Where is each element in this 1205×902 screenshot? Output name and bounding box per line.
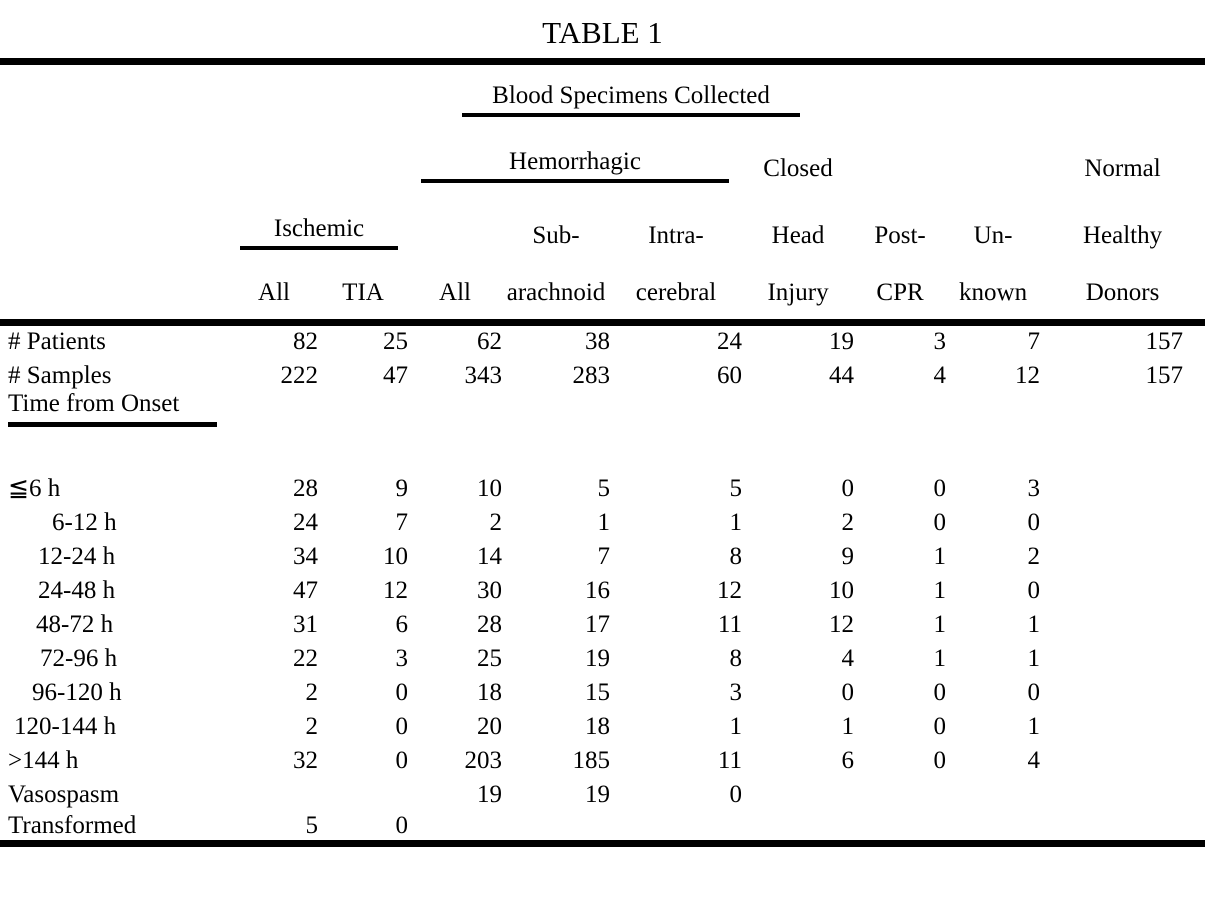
header-spacer: [408, 183, 502, 250]
row-label-text: ≦6 h: [8, 475, 61, 502]
row-label: [0, 639, 230, 673]
value-cell: [610, 390, 742, 427]
value-cell: 17: [585, 611, 610, 638]
value-cell: 1: [729, 509, 742, 536]
value-cell: 0: [1027, 509, 1041, 536]
value-cell: 30: [477, 577, 502, 604]
row-label: [0, 537, 230, 571]
table-body: [0, 322, 1205, 843]
value-cell: 9: [841, 543, 855, 570]
value-cell: 5: [305, 811, 318, 839]
table-row: [0, 605, 1205, 639]
group-header-subarachnoid-line1: Sub-: [532, 222, 580, 249]
value-cell: 1: [1027, 713, 1041, 740]
row-label-text: 12-24 h: [38, 543, 116, 570]
value-cell: 3: [395, 645, 408, 672]
value-cell: 22: [293, 645, 318, 672]
value-cell: [742, 775, 854, 809]
column-header-tia: TIA: [342, 278, 384, 306]
row-label: [0, 741, 230, 775]
group-header-healthy: Healthy: [1082, 222, 1163, 249]
value-cell: 18: [585, 713, 610, 740]
table-row: [0, 571, 1205, 605]
value-cell: [230, 775, 318, 809]
value-cell: 19: [585, 781, 610, 808]
value-cell: [854, 809, 946, 843]
group-header-head: Head: [771, 222, 825, 249]
row-label: [0, 605, 230, 639]
value-cell: 3: [729, 679, 742, 706]
value-cell: 1: [1027, 645, 1041, 672]
value-cell: 1: [933, 577, 947, 604]
row-label-text: Vasospasm: [8, 781, 120, 808]
header-spacer: [0, 65, 408, 117]
row-label-text: 48-72 h: [36, 611, 114, 638]
value-cell: 5: [597, 475, 610, 502]
table-row: [0, 390, 1205, 427]
value-cell: 12: [829, 611, 855, 638]
value-cell: 47: [383, 362, 408, 389]
row-label: [0, 356, 230, 390]
value-cell: [1040, 427, 1205, 503]
value-cell: 34: [293, 543, 318, 570]
header-spacer: [0, 183, 230, 250]
value-cell: [742, 390, 854, 427]
value-cell: 283: [572, 362, 610, 389]
column-header-donors: Donors: [1085, 278, 1160, 306]
value-cell: 10: [477, 475, 502, 502]
value-cell: 82: [293, 328, 318, 355]
table-row: [0, 503, 1205, 537]
value-cell: 18: [477, 679, 502, 706]
value-cell: [1040, 639, 1205, 673]
value-cell: 0: [1027, 679, 1041, 706]
value-cell: 31: [293, 611, 318, 638]
value-cell: 0: [933, 747, 947, 774]
value-cell: 3: [933, 328, 947, 355]
value-cell: [1040, 707, 1205, 741]
row-label-text: 24-48 h: [38, 577, 116, 604]
group-header-normal: Normal: [1084, 155, 1161, 182]
value-cell: 0: [933, 679, 947, 706]
value-cell: [610, 809, 742, 843]
table-row: [0, 741, 1205, 775]
row-label-text: 6-12 h: [52, 509, 117, 536]
header-spacer: [0, 117, 408, 183]
value-cell: 1: [729, 713, 742, 740]
value-cell: 0: [933, 509, 947, 536]
row-label-text: 72-96 h: [40, 645, 118, 672]
value-cell: 9: [395, 475, 408, 502]
column-header-intracerebral: cerebral: [635, 278, 717, 306]
value-cell: 2: [305, 679, 318, 706]
column-header-post-cpr: CPR: [876, 278, 924, 306]
group-header-post: Post-: [874, 222, 926, 249]
value-cell: 0: [1027, 577, 1041, 604]
row-label: [0, 809, 230, 843]
group-header-blood-specimens: Blood Specimens Collected: [462, 82, 800, 117]
value-cell: [1040, 741, 1205, 775]
value-cell: 19: [585, 645, 610, 672]
value-cell: [854, 390, 946, 427]
value-cell: [1040, 390, 1205, 427]
header-spacer: [0, 250, 230, 322]
group-header-hemorrhagic: Hemorrhagic: [421, 148, 729, 183]
value-cell: 157: [1145, 362, 1184, 389]
header-row-columns: [0, 250, 1205, 322]
header-row-groups: [0, 117, 1205, 183]
value-cell: 24: [717, 328, 742, 355]
row-label-text: # Patients: [8, 328, 106, 355]
value-cell: [1040, 605, 1205, 639]
table-row: [0, 673, 1205, 707]
value-cell: 44: [829, 362, 855, 389]
row-label: [0, 571, 230, 605]
value-cell: 32: [293, 747, 318, 774]
value-cell: [408, 809, 502, 843]
value-cell: 4: [933, 362, 947, 389]
value-cell: 20: [477, 713, 502, 740]
value-cell: 203: [464, 747, 502, 774]
header-spacer: [946, 117, 1040, 183]
group-header-un: Un-: [973, 222, 1013, 249]
table-row: [0, 322, 1205, 356]
value-cell: [946, 809, 1040, 843]
header-spacer: [854, 65, 1205, 117]
value-cell: [1040, 673, 1205, 707]
group-header-ischemic: Ischemic: [240, 215, 398, 250]
row-label-text: 96-120 h: [32, 679, 122, 706]
row-label: [0, 503, 230, 537]
value-cell: 5: [729, 475, 742, 502]
row-label: [0, 322, 230, 356]
table-row: [0, 537, 1205, 571]
value-cell: [1040, 571, 1205, 605]
value-cell: 19: [829, 328, 855, 355]
value-cell: 47: [293, 577, 318, 604]
table-header: [0, 65, 1205, 322]
value-cell: [946, 775, 1040, 809]
value-cell: 10: [829, 577, 855, 604]
value-cell: 28: [477, 611, 502, 638]
group-header-intracerebral-line1: Intra-: [648, 222, 704, 249]
row-label: [0, 707, 230, 741]
value-cell: 28: [293, 475, 318, 502]
group-cell-ischemic: [230, 183, 408, 250]
row-label-text: 120-144 h: [14, 713, 117, 740]
value-cell: 185: [572, 747, 610, 774]
value-cell: 0: [933, 713, 947, 740]
value-cell: 7: [1027, 328, 1041, 355]
value-cell: 38: [585, 328, 610, 355]
value-cell: 157: [1145, 328, 1184, 355]
value-cell: 11: [717, 747, 742, 774]
value-cell: [742, 809, 854, 843]
value-cell: 0: [933, 475, 947, 502]
value-cell: 11: [717, 611, 742, 638]
value-cell: 8: [729, 543, 742, 570]
value-cell: 1: [933, 611, 947, 638]
group-cell-blood-specimens: [408, 65, 854, 117]
table-row: [0, 356, 1205, 390]
value-cell: 1: [841, 713, 855, 740]
row-label-text: Transformed: [8, 811, 137, 839]
column-header-head-injury: Injury: [767, 278, 829, 306]
row-label: [0, 427, 230, 503]
value-cell: [946, 390, 1040, 427]
value-cell: 2: [489, 509, 502, 536]
table-title: TABLE 1: [542, 15, 663, 50]
row-label: [0, 390, 230, 427]
value-cell: [1040, 503, 1205, 537]
value-cell: 6: [395, 611, 408, 638]
value-cell: 343: [464, 362, 502, 389]
table-row: [0, 639, 1205, 673]
value-cell: 1: [1027, 611, 1041, 638]
column-header-subarachnoid: arachnoid: [506, 278, 606, 306]
value-cell: 19: [477, 781, 502, 808]
value-cell: [1040, 537, 1205, 571]
group-header-closed: Closed: [763, 155, 833, 182]
value-cell: [854, 775, 946, 809]
header-spacer: [854, 117, 946, 183]
value-cell: 3: [1027, 475, 1041, 502]
table-row: [0, 809, 1205, 843]
value-cell: 7: [597, 543, 610, 570]
row-label-text: Time from Onset: [8, 390, 217, 427]
table-row: [0, 427, 1205, 503]
value-cell: 62: [477, 328, 502, 355]
value-cell: [318, 390, 408, 427]
group-cell-hemorrhagic: [408, 117, 742, 183]
header-row-blood-specimens: [0, 65, 1205, 117]
value-cell: [408, 390, 502, 427]
value-cell: 1: [597, 509, 610, 536]
value-cell: 6: [841, 747, 855, 774]
row-label: [0, 775, 230, 809]
value-cell: [230, 390, 318, 427]
table-row: [0, 775, 1205, 809]
value-cell: [1040, 809, 1205, 843]
value-cell: 2: [841, 509, 855, 536]
table-row: [0, 707, 1205, 741]
value-cell: 2: [1027, 543, 1041, 570]
value-cell: 12: [717, 577, 742, 604]
header-row-subgroups: [0, 183, 1205, 250]
value-cell: 16: [585, 577, 610, 604]
value-cell: 0: [841, 475, 855, 502]
value-cell: 15: [585, 679, 610, 706]
value-cell: 60: [717, 362, 742, 389]
column-header-hemorrhagic-all: All: [439, 278, 471, 306]
value-cell: 4: [841, 645, 855, 672]
value-cell: 0: [729, 781, 742, 808]
value-cell: 14: [477, 543, 502, 570]
row-label-text: >144 h: [8, 747, 79, 774]
row-label-text: # Samples: [8, 362, 112, 389]
value-cell: 4: [1027, 747, 1041, 774]
value-cell: 222: [280, 362, 318, 389]
value-cell: 10: [383, 543, 408, 570]
value-cell: [318, 775, 408, 809]
value-cell: 0: [395, 747, 408, 774]
value-cell: [502, 390, 610, 427]
value-cell: 0: [841, 679, 855, 706]
column-header-ischemic-all: All: [258, 278, 290, 306]
value-cell: 12: [1015, 362, 1041, 389]
value-cell: [502, 809, 610, 843]
value-cell: 25: [383, 328, 408, 355]
value-cell: 2: [305, 713, 318, 740]
value-cell: 7: [395, 509, 408, 536]
value-cell: 25: [477, 645, 502, 672]
column-header-unknown: known: [959, 278, 1028, 306]
value-cell: 0: [395, 679, 408, 706]
value-cell: 24: [293, 509, 318, 536]
row-label: [0, 673, 230, 707]
value-cell: 12: [383, 577, 408, 604]
value-cell: 1: [933, 543, 947, 570]
value-cell: 0: [395, 811, 408, 839]
value-cell: 0: [395, 713, 408, 740]
value-cell: [1040, 775, 1205, 809]
value-cell: 1: [933, 645, 947, 672]
value-cell: 8: [729, 645, 742, 672]
blood-specimens-table: [0, 65, 1205, 847]
top-rule: [0, 58, 1205, 65]
